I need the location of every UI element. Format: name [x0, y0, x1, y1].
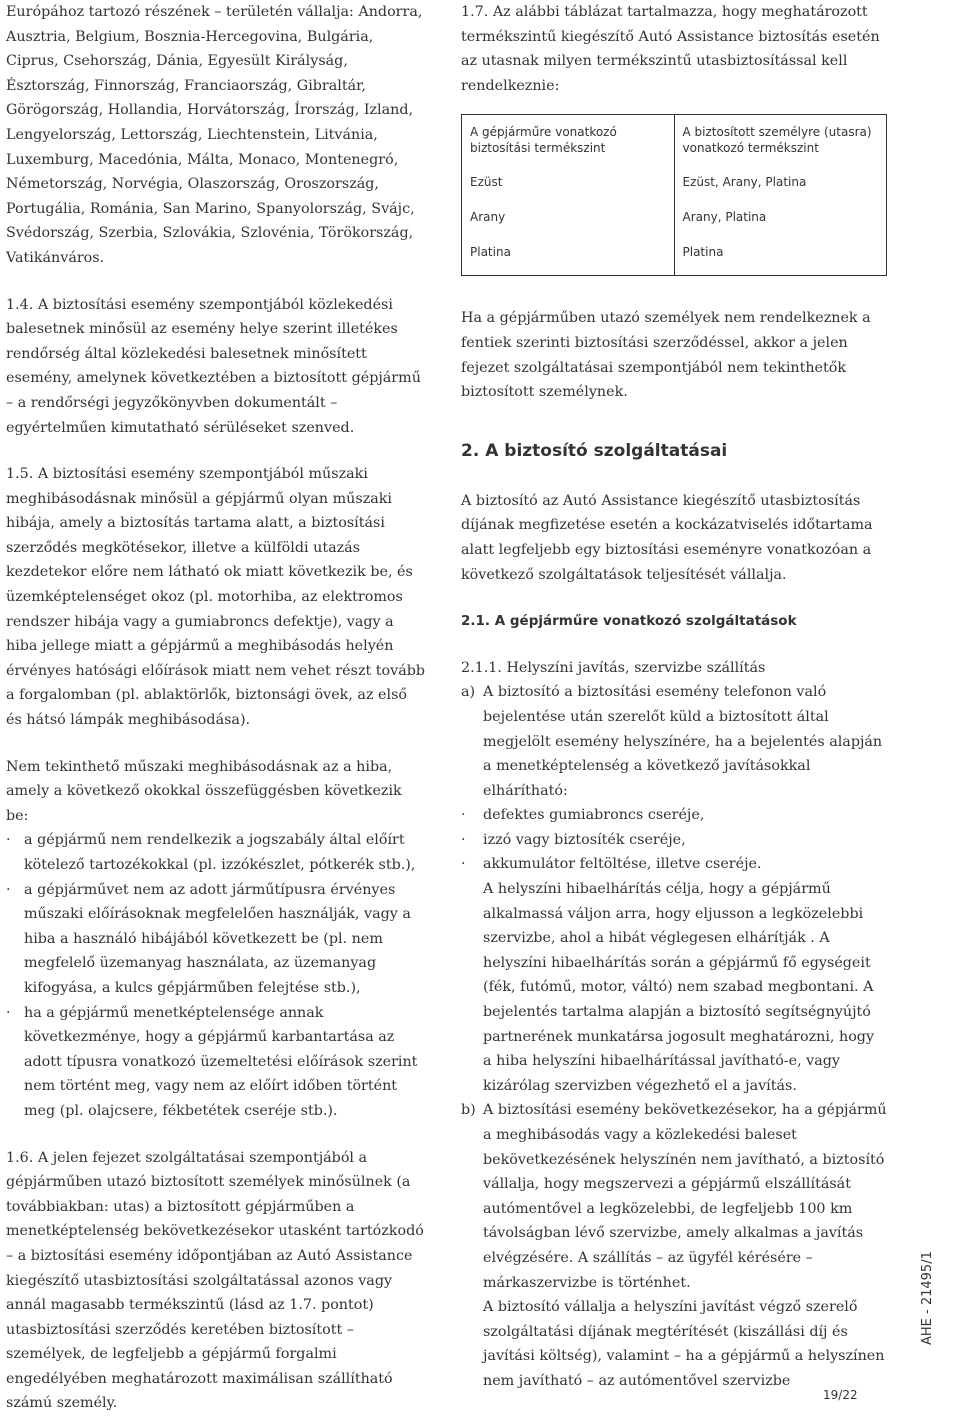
service-list	[461, 680, 887, 803]
right-column	[461, 0, 887, 1394]
list-item-b	[461, 1098, 887, 1295]
list-item: · akkumulátor feltöltése, illetve cseréje.	[461, 852, 887, 877]
bullet-icon: ·	[6, 832, 11, 849]
table-header-row	[462, 115, 887, 171]
list-item: · a gépjárművet nem az adott járműtípusra érvényes műszaki előírásoknak megfelelően használják, vagy a hiba a használó hibájából következett be (pl. nem megfelelő üzemanyag használata, az üzemanyag kifogyása, a kulcs gépjárműben felejtése stb.),	[6, 878, 426, 1001]
table-cell: Platina	[462, 240, 675, 276]
paragraph-not-insured: Ha a gépjárműben utazó személyek nem rendelkeznek a fentiek szerinti biztosítási szerződéssel, akkor a jelen fejezet szolgáltatásai szempontjából nem tekinthetők biztosított személynek.	[461, 310, 871, 401]
paragraph-2: A biztosító az Autó Assistance kiegészítő utasbiztosítás díjának megfizetése esetén a kockázatviselés időtartama alatt legfeljebb egy biztosítási eseményre vonatkozóan a következő szolgáltatások teljesítését vállalja.	[461, 492, 873, 583]
list-label: b)	[461, 1102, 476, 1119]
table-cell: Platina	[682, 245, 724, 260]
paragraph-not-malfunction: Nem tekinthető műszaki meghibásodásnak az a hiba, amely a következő okokkal összefüggésben következik be:	[6, 758, 402, 824]
table-row	[462, 170, 887, 205]
bullet-icon: ·	[461, 831, 466, 848]
paragraph-1-7: 1.7. Az alábbi táblázat tartalmazza, hogy meghatározott termékszintű kiegészítő Autó Assistance biztosítás esetén az utasnak milyen termékszintű utasbiztosítással kell rendelkeznie:	[461, 4, 880, 94]
bullet-icon: ·	[461, 856, 466, 873]
paragraph-repair-purpose: A helyszíni hibaelhárítás célja, hogy a gépjármű alkalmassá váljon arra, hogy eljusson a legközelebbi szervizbe, ahol a hibát véglegesen elhárítják . A helyszíni hibaelhárítás során a gépjármű fő egységeit (fék, futómű, motor, váltó) nem szabad megbontani. A bejelentés tartalma alapján a biztosító segítségnyújtó partnerének munkatársa jogosult meghatározni, hogy a hiba helyszíni hibaelhárítással javítható-e, vagy kizárólag szervizben végezhető el a javítás.	[483, 881, 875, 1094]
paragraph-countries: Európához tartozó részének – területén vállalja: Andorra, Ausztria, Belgium, Bosznia-Hercegovina, Bulgária, Ciprus, Csehország, Dánia, Egyesült Királyság, Észtország, Finnország, Franciaország, Gibraltár, Görögország, Hollandia, Horvátország, Írország, Izland, Lengyelország, Lettország, Liechtenstein, Litvánia, Luxemburg, Macedónia, Málta, Monaco, Montenegró, Németország, Norvégia, Olaszország, Oroszország, Portugália, Románia, San Marino, Spanyolország, Svájc, Svédország, Szerbia, Szlovákia, Szlovénia, Törökország, Vatikánváros.	[6, 4, 423, 266]
document-code: AHE - 21495/1	[920, 1251, 935, 1345]
table-row	[462, 205, 887, 240]
table-row	[462, 240, 887, 276]
list-item-text: A biztosító a biztosítási esemény telefonon való bejelentése után szerelőt küld a biztosított által megjelölt esemény helyszínére, ha a bejelentés alapján a menetképtelenség a következő javításokkal elhárítható:	[483, 684, 883, 799]
table-header-vehicle: A gépjárműre vonatkozó biztosítási termékszint	[462, 115, 675, 171]
subsection-heading-2-1-1: 2.1.1. Helyszíni javítás, szervizbe szállítás	[461, 659, 766, 676]
product-level-table	[461, 114, 887, 276]
page-number: 19/22	[823, 1388, 858, 1402]
list-label: a)	[461, 684, 476, 701]
table-cell: Ezüst	[462, 170, 675, 205]
list-item-a	[461, 680, 887, 803]
bullet-icon: ·	[6, 1004, 11, 1021]
section-heading-2: 2. A biztosító szolgáltatásai	[461, 440, 728, 461]
bullet-icon: ·	[6, 881, 11, 898]
left-column	[6, 0, 426, 1416]
exclusion-list	[6, 828, 426, 1123]
table-header-person: A biztosított személyre (utasra) vonatkozó termékszint	[682, 125, 872, 156]
bullet-icon: ·	[461, 807, 466, 824]
list-item-text: A biztosítási esemény bekövetkezésekor, ha a gépjármű a meghibásodás vagy a közlekedési baleset bekövetkezésének helyszínén nem javítható, a biztosító vállalja, hogy megszervezi a gépjármű elszállítását autómentővel a legközelebbi, de legfeljebb 100 km távolságban lévő szervizbe, amely alkalmas a javítás elvégzésére. A szállítás – az ügyfél kérésére – márkaszervizbe is történhet.	[483, 1102, 887, 1291]
service-list-b	[461, 1098, 887, 1295]
table-cell: Arany, Platina	[682, 210, 767, 225]
paragraph-1-4: 1.4. A biztosítási esemény szempontjából közlekedési balesetnek minősül az esemény helye szerint illetékes rendőrség által közlekedési balesetnek minősített esemény, amelynek következtében a biztosított gépjármű – a rendőrségi jegyzőkönyvben dokumentált – egyértelműen kimutatható sérüléseket szenved.	[6, 296, 421, 436]
list-item: · izzó vagy biztosíték cseréje,	[461, 828, 887, 853]
list-item: · a gépjármű nem rendelkezik a jogszabály által előírt kötelező tartozékokkal (pl. izzókészlet, pótkerék stb.),	[6, 828, 426, 877]
table-cell: Arany	[462, 205, 675, 240]
subsection-heading-2-1: 2.1. A gépjárműre vonatkozó szolgáltatások	[461, 613, 797, 630]
list-item: · ha a gépjármű menetképtelensége annak következménye, hogy a gépjármű karbantartása az adott típusra vonatkozó üzemeltetési előírások szerint nem történt meg, vagy nem az előírt időben történt meg (pl. olajcsere, fékbetétek cseréje stb.).	[6, 1001, 426, 1124]
paragraph-1-5: 1.5. A biztosítási esemény szempontjából műszaki meghibásodásnak minősül a gépjármű olyan műszaki hibája, amely a biztosítás tartama alatt, a biztosítási szerződés megkötésekor, illetve a külföldi utazás kezdetekor előre nem látható ok miatt következik be, és üzemképtelenséget okoz (pl. motorhiba, az elektromos rendszer hibája vagy a gumiabroncs defektje), vagy a hiba jellege miatt a gépjármű a meghibásodás helyén érvényes hatósági előírások miatt nem vehet részt tovább a forgalomban (pl. ablaktörlők, biztonsági övek, az első és hátsó lámpák meghibásodása).	[6, 466, 426, 729]
paragraph-1-6: 1.6. A jelen fejezet szolgáltatásai szempontjából a gépjárműben utazó biztosított személyek minősülnek (a továbbiakban: utas) a biztosított gépjárműben a menetképtelenség bekövetkezésekor utasként tartózkodó – a biztosítási esemény időpontjában az Autó Assistance kiegészítő utasbiztosítási szolgáltatással azonos vagy annál magasabb termékszintű (lásd az 1.7. pontot) utasbiztosítási szerződés keretében biztosított – személyek, de legfeljebb a gépjármű forgalmi engedélyében meghatározott maximálisan szállítható számú személy.	[6, 1149, 424, 1412]
paragraph-towing-cost: A biztosító vállalja a helyszíni javítást végző szerelő szolgáltatási díjának megtérítését (kiszállási díj és javítási költség), valamint – ha a gépjármű a helyszínen nem javítható – az autómentővel szervizbe	[483, 1299, 885, 1389]
repair-list	[461, 803, 887, 877]
table-cell: Ezüst, Arany, Platina	[682, 175, 807, 190]
list-item: · defektes gumiabroncs cseréje,	[461, 803, 887, 828]
